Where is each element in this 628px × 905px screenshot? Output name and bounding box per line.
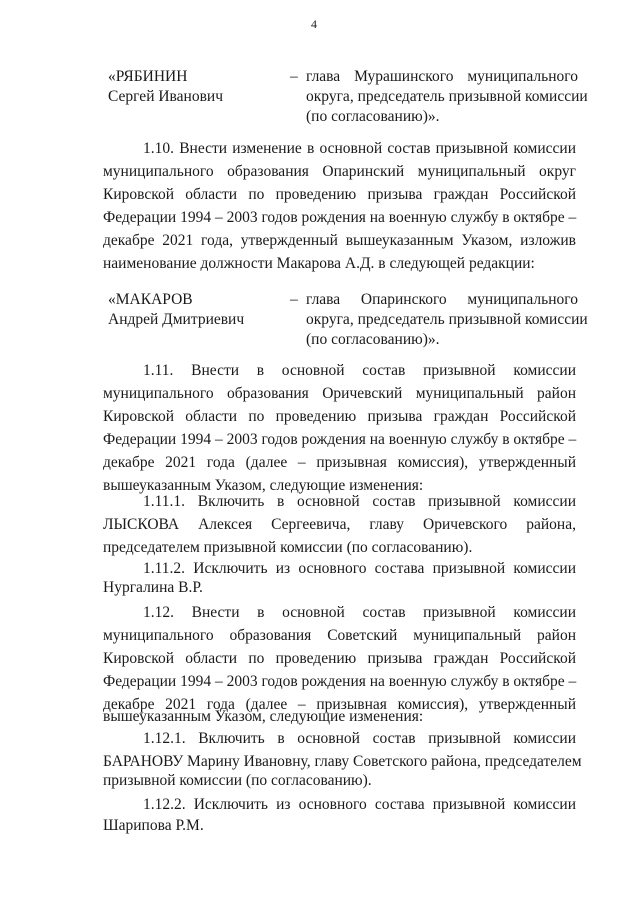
person-name: Андрей Дмитриевич [108, 311, 245, 328]
person-surname: «МАКАРОВ [108, 291, 193, 308]
paragraph-line: Федерации 1994 – 2003 годов рождения на военную службу в октябре – [103, 431, 577, 448]
paragraph-line: Федерации 1994 – 2003 годов рождения на военную службу в октябре – [103, 673, 577, 690]
position-line: глава Опаринского муниципального [306, 291, 578, 308]
paragraph-line: ЛЫСКОВА Алексея Сергеевича, главу Оричевского района, [103, 516, 576, 533]
paragraph-line: Федерации 1994 – 2003 годов рождения на военную службу в октябре – [103, 209, 577, 226]
paragraph-line: декабре 2021 года (далее – призывная комиссия), утвержденный [103, 454, 576, 471]
paragraph-line: муниципального образования Опаринский муниципальный округ [103, 163, 576, 180]
position-line: глава Мурашинского муниципального [306, 68, 578, 85]
paragraph-line: муниципального образования Оричевский муниципальный район [103, 385, 576, 402]
paragraph-line: Кировской области по проведению призыва граждан Российской [103, 186, 576, 203]
paragraph-line: Шарипова Р.М. [103, 817, 204, 834]
paragraph-line: вышеуказанным Указом, следующие изменения: [103, 477, 424, 494]
position-line: (по согласованию)». [306, 108, 440, 125]
paragraph-line: декабре 2021 года (далее – призывная комиссия), утвержденный [103, 696, 576, 713]
paragraph-line: Кировской области по проведению призыва граждан Российской [103, 650, 576, 667]
paragraph-line: 1.11.2. Исключить из основного состава призывной комиссии [143, 560, 576, 577]
paragraph-line: Кировской области по проведению призыва граждан Российской [103, 408, 576, 425]
paragraph-line: 1.11.1. Включить в основной состав призывной комиссии [143, 493, 576, 510]
paragraph-line: 1.12. Внести в основной состав призывной комиссии [143, 604, 576, 621]
paragraph-line: наименование должности Макарова А.Д. в следующей редакции: [103, 255, 535, 272]
dash: – [290, 68, 298, 85]
paragraph-line: БАРАНОВУ Марину Ивановну, главу Советского района, председателем [103, 753, 582, 770]
paragraph-line: 1.12.1. Включить в основной состав призывной комиссии [143, 730, 576, 747]
paragraph-line: призывной комиссии (по согласованию). [103, 772, 372, 789]
paragraph-line: 1.10. Внести изменение в основной состав призывной комиссии [143, 140, 576, 157]
person-surname: «РЯБИНИН [108, 68, 188, 85]
paragraph-line: председателем призывной комиссии (по согласованию). [103, 539, 473, 556]
position-line: округа, председатель призывной комиссии [306, 88, 588, 105]
position-line: округа, председатель призывной комиссии [306, 311, 588, 328]
page-number: 4 [311, 17, 317, 31]
position-line: (по согласованию)». [306, 331, 440, 348]
person-name: Сергей Иванович [108, 88, 224, 105]
dash: – [290, 291, 298, 308]
paragraph-line: 1.11. Внести в основной состав призывной комиссии [143, 362, 576, 379]
paragraph-line: вышеуказанным Указом, следующие изменения: [103, 708, 424, 725]
paragraph-line: декабре 2021 года, утвержденный вышеуказанным Указом, изложив [103, 232, 576, 249]
paragraph-line: Нургалина В.Р. [103, 579, 203, 596]
paragraph-line: 1.12.2. Исключить из основного состава призывной комиссии [143, 796, 576, 813]
paragraph-line: муниципального образования Советский муниципальный район [103, 627, 576, 644]
